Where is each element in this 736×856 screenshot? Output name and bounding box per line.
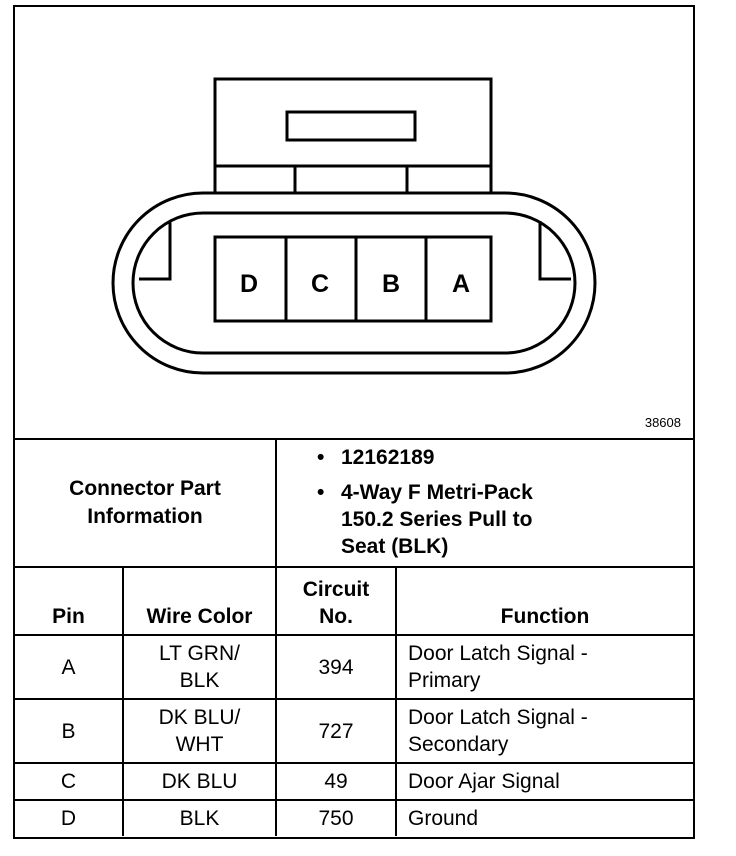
bullet-line: Seat (BLK) <box>341 535 449 558</box>
cell-wire-color: DK BLU <box>123 763 276 800</box>
cell-wire-color: DK BLU/ WHT <box>123 699 276 763</box>
cell-circuit: 750 <box>276 800 396 836</box>
bullet-dot: • <box>317 481 325 504</box>
cell-pin: D <box>15 800 123 836</box>
cell-pin: C <box>15 763 123 800</box>
bullet-item <box>317 444 693 471</box>
bullet-dot: • <box>317 446 325 469</box>
cell-function: Ground <box>396 800 693 836</box>
bullet-text <box>341 479 533 560</box>
connector-info-bullets <box>276 439 693 567</box>
table-row <box>15 699 693 763</box>
connector-info-label-line2: Information <box>87 505 203 528</box>
cell-circuit: 727 <box>276 699 396 763</box>
cell-function: Door Ajar Signal <box>396 763 693 800</box>
connector-figure <box>13 5 695 839</box>
cell-wire-color: BLK <box>123 800 276 836</box>
header-circuit-line2: No. <box>319 605 353 628</box>
cell-pin: B <box>15 699 123 763</box>
cell-function: Door Latch Signal - Primary <box>396 635 693 699</box>
cell-pin: A <box>15 635 123 699</box>
header-circuit <box>276 567 396 635</box>
header-function: Function <box>396 567 693 635</box>
pin-label-a: A <box>451 270 471 298</box>
pin-label-b: B <box>381 270 401 298</box>
pin-label-c: C <box>310 270 330 298</box>
bullet-line: 4-Way F Metri-Pack <box>341 481 533 504</box>
pin-label-d: D <box>239 270 259 298</box>
cell-circuit: 394 <box>276 635 396 699</box>
latch-tab <box>287 112 415 140</box>
header-wire-color: Wire Color <box>123 567 276 635</box>
connector-info-label-line1: Connector Part <box>69 477 221 500</box>
table-row <box>15 800 693 836</box>
header-circuit-line1: Circuit <box>302 578 370 601</box>
connector-diagram <box>15 7 693 437</box>
connector-info-label <box>15 439 276 567</box>
bullet-text: 12162189 <box>341 446 435 469</box>
figure-number: 38608 <box>644 415 681 430</box>
bullet-item <box>317 479 693 560</box>
table-row <box>15 635 693 699</box>
bullet-line: 150.2 Series Pull to <box>341 508 533 531</box>
header-pin: Pin <box>15 567 123 635</box>
pinout-table <box>15 438 693 836</box>
cell-circuit: 49 <box>276 763 396 800</box>
table-row <box>15 763 693 800</box>
cell-function: Door Latch Signal - Secondary <box>396 699 693 763</box>
cell-wire-color: LT GRN/ BLK <box>123 635 276 699</box>
